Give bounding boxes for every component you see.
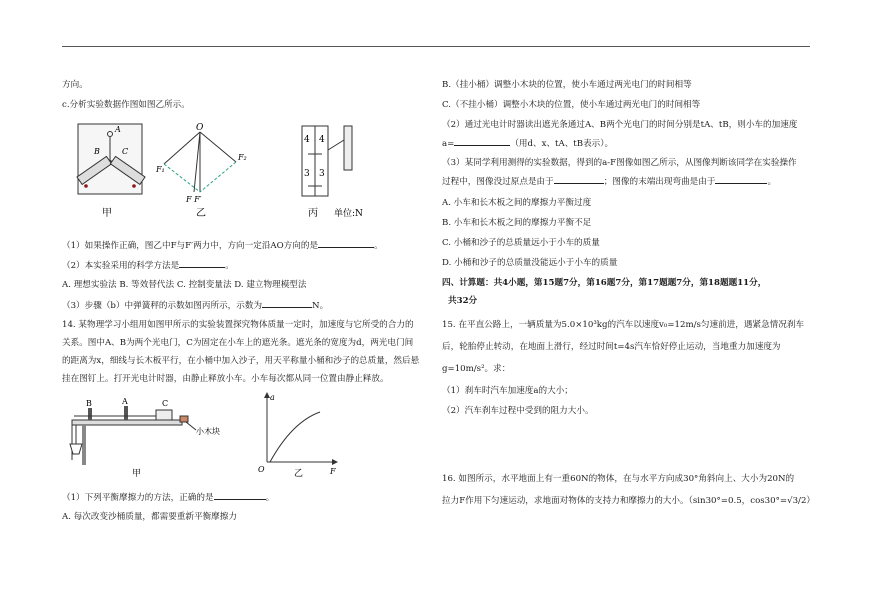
question-15-text: g=10m/s²。求： xyxy=(442,364,511,374)
question-14-2-answer: a= （用d、x、tA、tB表示）。 xyxy=(442,136,613,151)
svg-text:C: C xyxy=(162,399,169,408)
svg-text:B: B xyxy=(94,147,100,156)
svg-text:a: a xyxy=(270,393,275,402)
svg-text:A: A xyxy=(122,397,128,406)
option-a: A. 小车和长木板之间的摩擦力平衡过度 xyxy=(442,198,592,208)
figure2-jia-label: 甲 xyxy=(132,469,142,479)
spring-scale-icon xyxy=(328,126,352,170)
question-14-3: （3）某同学利用测得的实验数据，得到的a-F图像如图乙所示，从图像判断该同学在实验操作 xyxy=(442,158,797,168)
question-15-part1: （1）刹车时汽车加速度a的大小； xyxy=(442,386,573,396)
question-15-text: 后，轮胎停止转动，在地面上滑行，经过时间t=4s汽车恰好停止运动，当地重力加速度为 xyxy=(442,342,781,352)
question-13-options: A. 理想实验法 B. 等效替代法 C. 控制变量法 D. 建立物理模型法 xyxy=(62,280,307,290)
svg-text:4: 4 xyxy=(319,135,325,145)
unit-label: 单位:N xyxy=(334,209,363,219)
figure-bing-label: 丙 xyxy=(308,208,318,219)
answer-blank[interactable] xyxy=(554,174,604,184)
question-14-text: 14. 某物理学习小组用如图甲所示的实验装置探究物体质量一定时，加速度与它所受的合力的 xyxy=(62,320,414,330)
question-16-text: 拉力F作用下匀速运动，求地面对物体的支持力和摩擦力的大小。（sin30°=0.5，cos30°=√3/2） xyxy=(442,496,815,506)
question-14-text: 关系。图中A、B为两个光电门，C为固定在小车上的遮光条。遮光条的宽度为d，两光电门间 xyxy=(62,338,414,348)
figure-yi-label: 乙 xyxy=(196,208,206,219)
text-line: 方向。 xyxy=(62,80,88,90)
svg-text:3: 3 xyxy=(319,169,325,179)
text-line: c.分析实验数据作图如图乙所示。 xyxy=(62,100,190,110)
svg-text:O: O xyxy=(258,465,265,474)
svg-text:O: O xyxy=(196,123,204,133)
answer-blank[interactable] xyxy=(262,298,312,308)
option-c: C. 小桶和沙子的总质量远小于小车的质量 xyxy=(442,238,600,248)
section-heading: 四、计算题：共4小题，第15题7分，第16题7分，第17题题7分，第18题题11分， xyxy=(442,278,767,288)
block-label: 小木块 xyxy=(196,427,220,436)
question-13-2: （2）本实验采用的科学方法是 。 xyxy=(62,258,234,273)
answer-blank[interactable] xyxy=(454,136,510,146)
question-15-text: 15. 在平直公路上，一辆质量为5.0×10³kg的汽车以速度v₀=12m/s匀速前进，遇紧急情况刹车 xyxy=(442,320,805,330)
section-heading: 共32分 xyxy=(448,296,478,306)
answer-blank[interactable] xyxy=(715,174,767,184)
svg-text:F₁: F₁ xyxy=(156,165,165,174)
cart-icon xyxy=(156,410,172,420)
svg-text:F: F xyxy=(330,467,336,476)
question-14-text: 的距离为x，细线与长木板平行，在小桶中加入沙子，用天平称量小桶和沙子的总质量，然后悬 xyxy=(62,356,420,366)
answer-blank[interactable] xyxy=(318,238,374,248)
option-b: B.（挂小桶）调整小木块的位置，使小车通过两光电门的时间相等 xyxy=(442,80,692,90)
question-14-1: （1）下列平衡摩擦力的方法，正确的是 。 xyxy=(62,490,274,505)
figure-jia-label: 甲 xyxy=(102,208,112,219)
question-13-1: （1）如果操作正确，图乙中F与F′两力中，方向一定沿AO方向的是 。 xyxy=(62,238,383,253)
svg-text:F F′: F F′ xyxy=(186,195,202,204)
question-15-part2: （2）汽车刹车过程中受到的阻力大小。 xyxy=(442,406,594,416)
question-14-text: 挂在图钉上。打开光电计时器，由静止释放小车。小车每次都从同一位置由静止释放。 xyxy=(62,374,389,384)
svg-text:C: C xyxy=(122,147,129,156)
a-f-curve xyxy=(270,412,320,462)
header-rule xyxy=(62,46,810,47)
apparatus-figure xyxy=(62,392,362,482)
svg-text:F₂: F₂ xyxy=(238,153,247,162)
option-a: A. 每次改变沙桶质量，都需要重新平衡摩擦力 xyxy=(62,512,237,522)
svg-text:3: 3 xyxy=(304,169,310,179)
force-experiment-figure xyxy=(72,120,372,230)
svg-text:B: B xyxy=(86,399,92,408)
option-b: B. 小车和长木板之间的摩擦力平衡不足 xyxy=(442,218,592,228)
figure2-yi-label: 乙 xyxy=(294,469,304,479)
answer-blank[interactable] xyxy=(214,490,266,500)
option-d: D. 小桶和沙子的总质量没能远小于小车的质量 xyxy=(442,258,618,268)
question-16-text: 16. 如图所示，水平地面上有一重60N的物体，在与水平方向成30°角斜向上、大小为20N的 xyxy=(442,474,795,484)
option-c: C.（不挂小桶）调整小木块的位置，使小车通过两光电门的时间相等 xyxy=(442,100,701,110)
svg-text:4: 4 xyxy=(304,135,310,145)
question-14-3-answer: 过程中，图像没过原点是由于 ；图像的末端出现弯曲是由于 。 xyxy=(442,174,776,189)
svg-text:A: A xyxy=(115,125,121,134)
question-14-2: （2）通过光电计时器读出遮光条通过A、B两个光电门的时间分别是tA、tB，则小车的加速度 xyxy=(442,120,798,130)
question-13-3: （3）步骤（b）中弹簧秤的示数如图丙所示，示数为 N。 xyxy=(62,298,328,313)
answer-blank[interactable] xyxy=(179,258,225,268)
